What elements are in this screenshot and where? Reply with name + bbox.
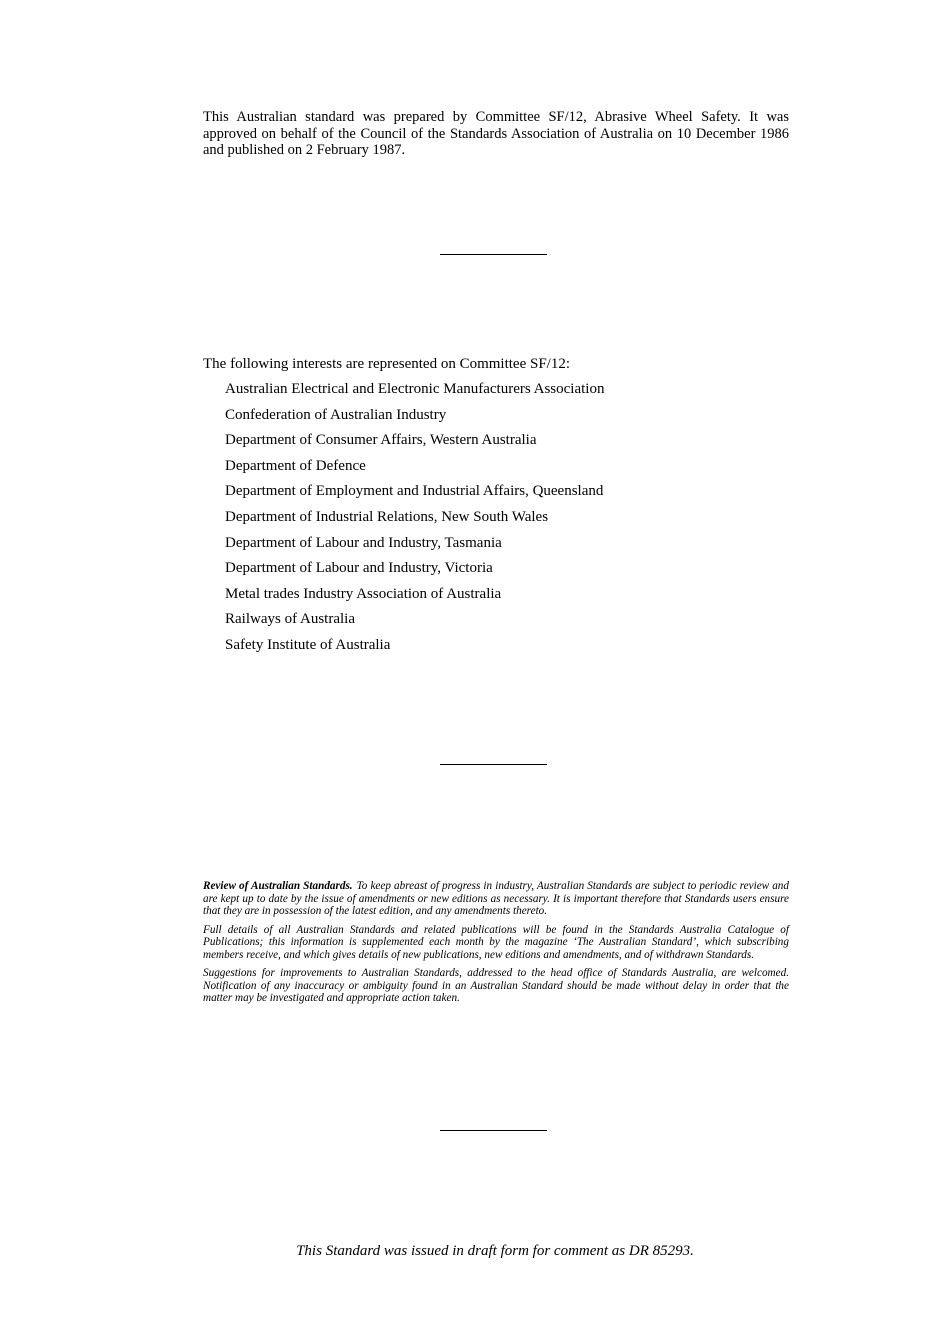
committee-member: Department of Industrial Relations, New South Wales (225, 508, 549, 525)
review-note (203, 880, 789, 918)
section-divider (440, 764, 547, 765)
committee-member: Department of Consumer Affairs, Western Australia (225, 432, 537, 449)
committee-member: Safety Institute of Australia (225, 636, 391, 653)
committee-member: Confederation of Australian Industry (225, 406, 447, 423)
committee-member: Australian Electrical and Electronic Manufacturers Association (225, 381, 605, 397)
committee-member: Department of Defence (225, 457, 366, 474)
committee-member: Metal trades Industry Association of Australia (225, 585, 502, 602)
review-note-text: To keep abreast of progress in industry, Australian Standards are subject to periodic review and are kept up to date by the issue of amendments or new editions as necessary. It is important therefore that Standards users ensure that they are in possession of the latest edition, and any amendments thereto. (203, 880, 789, 917)
review-note-lead: Review of Australian Standards. (203, 880, 353, 892)
section-divider (440, 254, 547, 255)
draft-issue-footer: This Standard was issued in draft form for comment as DR 85293. (296, 1243, 694, 1259)
preparation-statement: This Australian standard was prepared by Committee SF/12, Abrasive Wheel Safety. It was approved on behalf of the Council of the Standards Association of Australia on 10 December 1986 and published on 2 February 1987. (203, 109, 789, 158)
standards-notes (203, 880, 789, 1011)
section-divider (440, 1130, 547, 1131)
committee-section (203, 355, 789, 662)
committee-member: Railways of Australia (225, 611, 355, 628)
committee-heading: The following interests are represented on Committee SF/12: (203, 356, 571, 372)
details-note: Full details of all Australian Standards and related publications will be found in the Standards Australia Catalogue of Publications; this information is supplemented each month by the magazine ‘The Australian Standard’, which subscribing members receive, and which gives details of new publications, new editions and amendments, and of withdrawn Standards. (203, 923, 789, 961)
committee-member: Department of Labour and Industry, Tasmania (225, 534, 502, 551)
committee-member: Department of Employment and Industrial Affairs, Queensland (225, 483, 604, 500)
committee-member: Department of Labour and Industry, Victoria (225, 560, 493, 577)
suggestions-note: Suggestions for improvements to Australian Standards, addressed to the head office of Standards Australia, are welcomed. Notification of any inaccuracy or ambiguity found in an Australian Standard should be made without delay in order that the matter may be investigated and appropriate action taken. (203, 967, 789, 1004)
committee-member-list (203, 380, 789, 662)
